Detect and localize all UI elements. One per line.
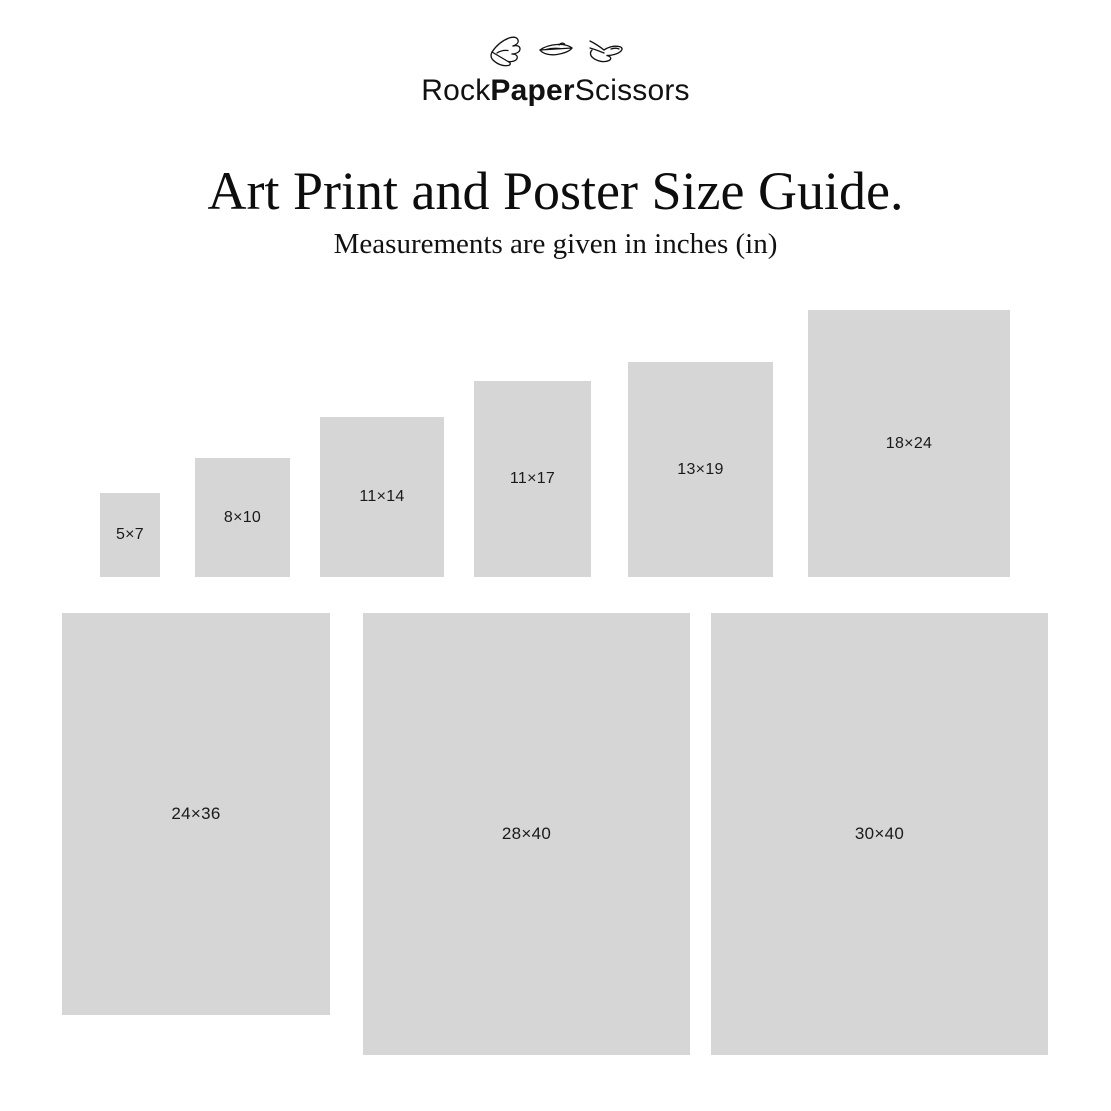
page-title: Art Print and Poster Size Guide. [207, 161, 904, 221]
paper-hand-icon [537, 33, 575, 67]
size-swatch-label: 5×7 [115, 526, 145, 543]
brand-word-scissors: Scissors [574, 74, 690, 107]
size-swatch-label: 11×17 [509, 470, 556, 487]
size-swatch[interactable] [808, 310, 1010, 577]
size-swatch[interactable] [628, 362, 773, 577]
page-subtitle: Measurements are given in inches (in) [333, 228, 778, 260]
size-swatch[interactable] [62, 613, 330, 1015]
brand-word-rock: Rock [421, 74, 491, 107]
size-swatch-label: 13×19 [677, 460, 724, 478]
size-swatch[interactable] [363, 613, 690, 1055]
brand-word-paper: Paper [490, 74, 575, 107]
scissors-hand-icon [587, 33, 625, 67]
size-swatch-label: 28×40 [501, 824, 552, 843]
size-swatch-label: 30×40 [854, 824, 905, 843]
size-swatch-label: 8×10 [223, 508, 262, 526]
size-swatch[interactable] [195, 458, 290, 577]
hand-icons-group [0, 30, 1111, 70]
size-swatch[interactable] [474, 381, 591, 577]
size-swatch[interactable] [320, 417, 444, 577]
rock-hand-icon [487, 33, 525, 67]
size-swatch[interactable] [711, 613, 1048, 1055]
size-swatch[interactable] [100, 493, 160, 577]
brand-header [0, 30, 1111, 108]
size-swatch-label: 24×36 [171, 804, 221, 823]
brand-wordmark [0, 74, 1111, 108]
size-swatch-label: 18×24 [885, 434, 933, 452]
size-swatch-label: 11×14 [359, 488, 405, 505]
